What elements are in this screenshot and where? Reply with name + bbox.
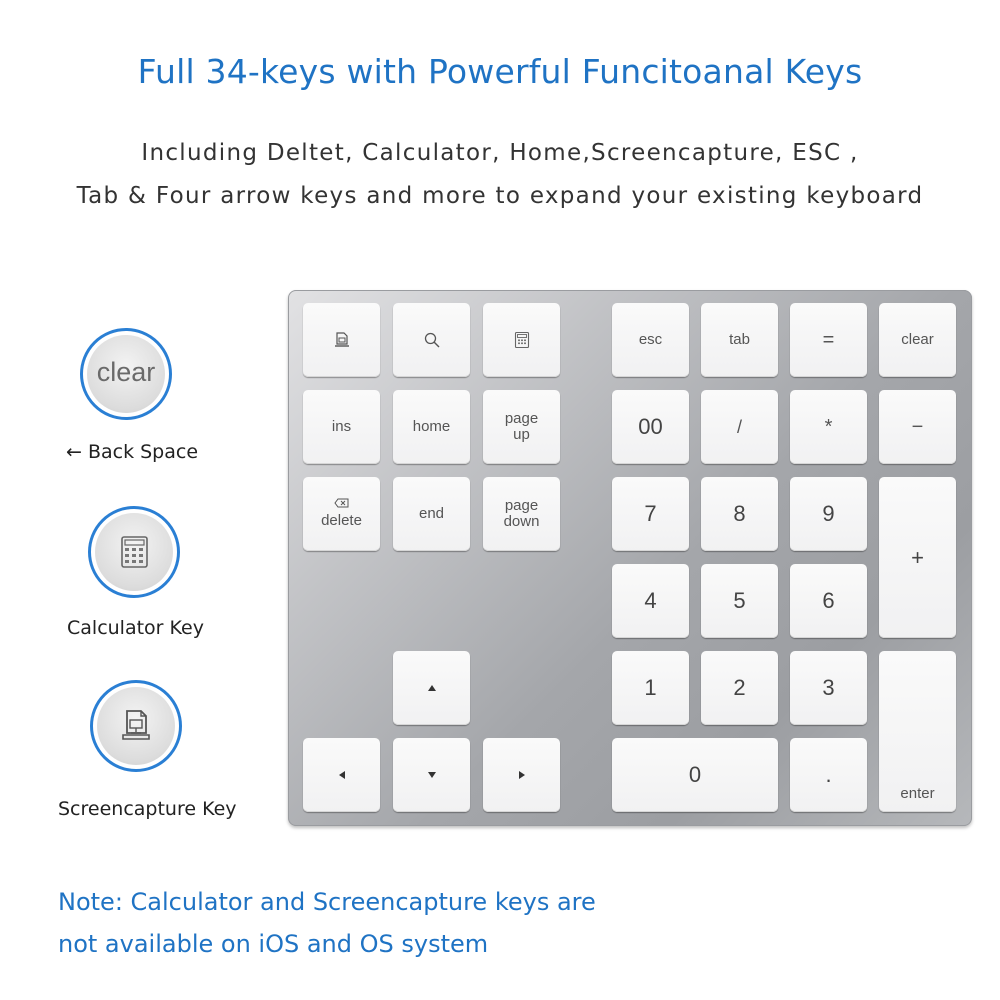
delete-icon — [334, 498, 350, 508]
one-key-label: 1 — [644, 675, 657, 700]
screencapture-key-callout — [90, 680, 182, 772]
arrow-right-key[interactable] — [483, 738, 560, 812]
clear-key-callout-text: clear — [96, 357, 156, 387]
end-key[interactable] — [393, 477, 470, 551]
calculator-key[interactable] — [483, 303, 560, 377]
plus-key-label: + — [911, 544, 924, 570]
six-key[interactable] — [790, 564, 867, 638]
note-line-2: not available on iOS and OS system — [58, 930, 489, 958]
delete-key-label: delete — [321, 512, 362, 530]
screencapture-key-label: Screencapture Key — [58, 798, 237, 820]
clear-key-label: clear — [901, 331, 934, 348]
ins-key[interactable] — [303, 390, 380, 464]
minus-key-label: − — [911, 416, 924, 438]
equals-key[interactable] — [790, 303, 867, 377]
arrow-left-icon — [338, 770, 346, 780]
page-up-key-label: page up — [504, 410, 539, 443]
nine-key[interactable] — [790, 477, 867, 551]
end-key-label: end — [418, 505, 445, 522]
nine-key-label: 9 — [822, 501, 835, 526]
zero-key[interactable] — [612, 738, 778, 812]
arrow-up-icon — [427, 684, 437, 692]
two-key[interactable] — [701, 651, 778, 725]
asterisk-key[interactable] — [790, 390, 867, 464]
clear-key[interactable] — [879, 303, 956, 377]
eight-key[interactable] — [701, 477, 778, 551]
subtitle-line-2: Tab & Four arrow keys and more to expand your existing keyboard — [76, 183, 924, 209]
arrow-left-key[interactable] — [303, 738, 380, 812]
delete-key[interactable] — [303, 477, 380, 551]
six-key-label: 6 — [822, 588, 835, 613]
two-key-label: 2 — [733, 675, 746, 700]
back-space-label: ← Back Space — [66, 441, 199, 463]
clear-key-callout — [80, 328, 172, 420]
double-zero-key[interactable] — [612, 390, 689, 464]
note-line-1: Note: Calculator and Screencapture keys are — [58, 888, 596, 916]
home-key[interactable] — [393, 390, 470, 464]
three-key[interactable] — [790, 651, 867, 725]
tab-key-label: tab — [729, 331, 750, 348]
plus-key[interactable] — [879, 477, 956, 638]
seven-key-label: 7 — [644, 501, 657, 526]
calculator-icon — [95, 513, 173, 591]
asterisk-key-label: * — [824, 416, 833, 438]
dot-key[interactable] — [790, 738, 867, 812]
tab-key[interactable] — [701, 303, 778, 377]
ins-key-label: ins — [331, 418, 352, 435]
eight-key-label: 8 — [733, 501, 746, 526]
calculator-key-label: Calculator Key — [67, 617, 204, 639]
esc-key-label: esc — [638, 331, 663, 348]
arrow-right-icon — [518, 770, 526, 780]
page-down-key[interactable] — [483, 477, 560, 551]
dot-key-label: . — [825, 762, 832, 787]
enter-key-label: enter — [900, 785, 935, 802]
search-key[interactable] — [393, 303, 470, 377]
esc-key[interactable] — [612, 303, 689, 377]
slash-key[interactable] — [701, 390, 778, 464]
search-icon — [423, 331, 441, 349]
screencapture-key[interactable] — [303, 303, 380, 377]
numeric-keypad — [288, 290, 972, 826]
page-title: Full 34-keys with Powerful Funcitoanal Keys — [137, 52, 863, 91]
home-key-label: home — [412, 418, 451, 435]
enter-key[interactable] — [879, 651, 956, 812]
three-key-label: 3 — [822, 675, 835, 700]
slash-key-label: / — [736, 417, 742, 437]
calculator-key-callout — [88, 506, 180, 598]
seven-key[interactable] — [612, 477, 689, 551]
calculator-icon — [514, 331, 530, 349]
one-key[interactable] — [612, 651, 689, 725]
double-zero-key-label: 00 — [638, 414, 663, 439]
arrow-down-key[interactable] — [393, 738, 470, 812]
page-up-key[interactable] — [483, 390, 560, 464]
minus-key[interactable] — [879, 390, 956, 464]
four-key[interactable] — [612, 564, 689, 638]
screencapture-icon — [97, 687, 175, 765]
arrow-down-icon — [427, 771, 437, 779]
subtitle-line-1: Including Deltet, Calculator, Home,Screencapture, ESC , — [141, 140, 859, 166]
five-key[interactable] — [701, 564, 778, 638]
page-down-key-label: page down — [503, 497, 540, 530]
screencapture-icon — [333, 331, 351, 349]
zero-key-label: 0 — [688, 762, 702, 787]
equals-key-label: = — [822, 329, 835, 351]
arrow-up-key[interactable] — [393, 651, 470, 725]
four-key-label: 4 — [644, 588, 657, 613]
five-key-label: 5 — [733, 588, 746, 613]
